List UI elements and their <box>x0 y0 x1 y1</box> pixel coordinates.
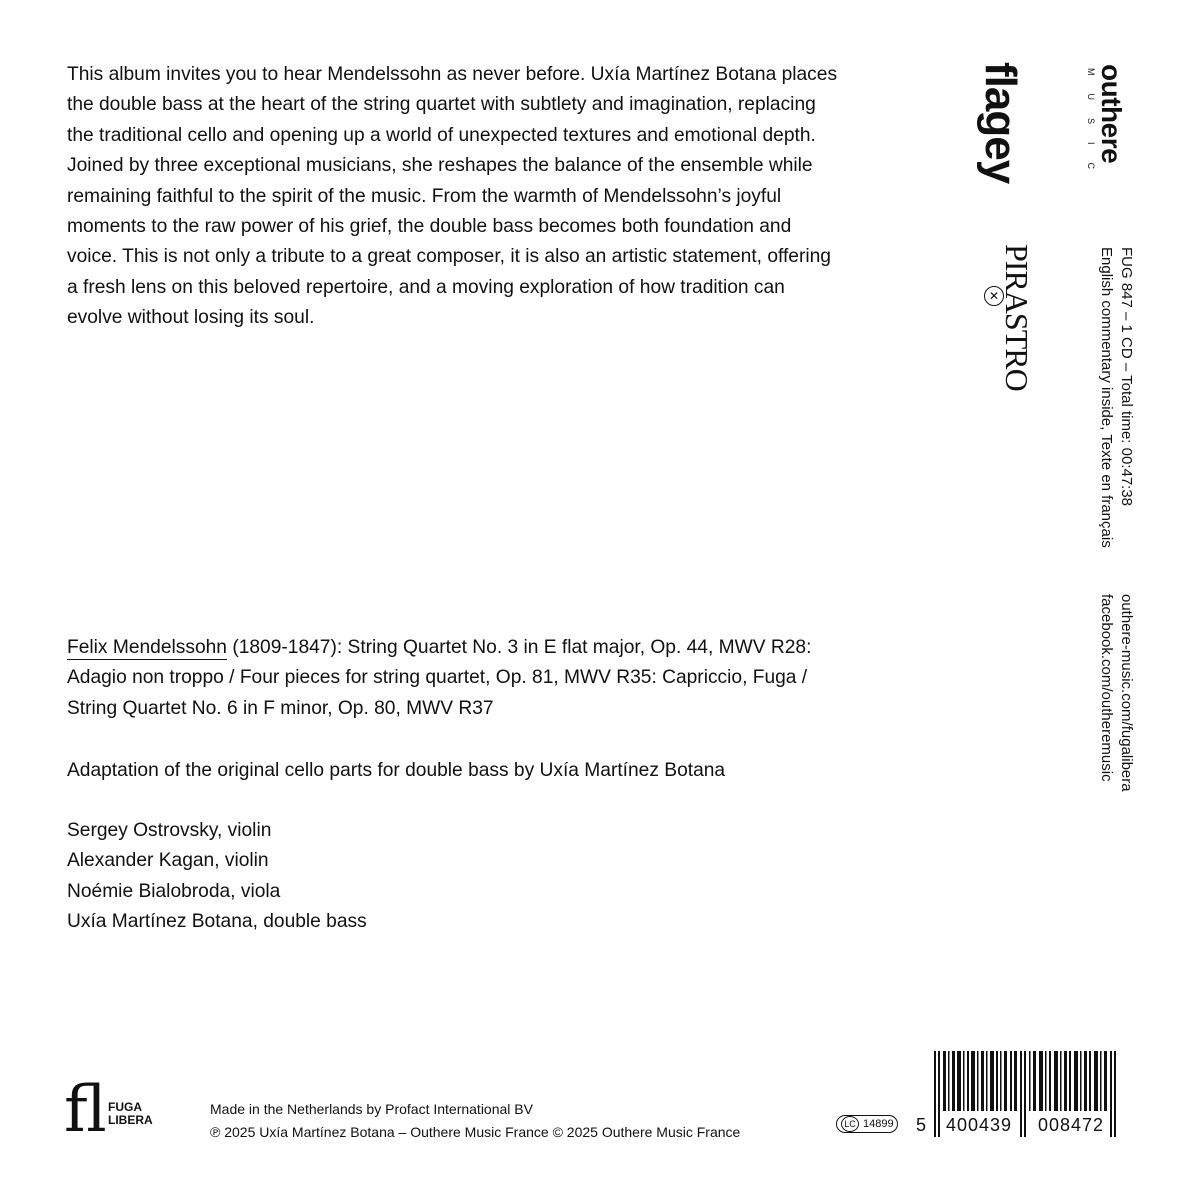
facebook-link: facebook.com/outheremusic <box>1098 594 1115 782</box>
label-code-badge <box>836 1115 898 1133</box>
website-link: outhere-music.com/fugalibera <box>1118 594 1135 792</box>
outhere-logo-sub: MUSIC <box>1086 68 1096 187</box>
barcode-right-digits: 008472 <box>1038 1115 1105 1135</box>
fuga-word: FUGA <box>108 1100 142 1114</box>
label-code-number: 14899 <box>863 1118 894 1130</box>
barcode-left-digits: 400439 <box>946 1115 1013 1135</box>
flagey-logo: flagey <box>976 62 1025 184</box>
performer-item: Alexander Kagan, violin <box>67 850 269 872</box>
label-code-icon: LC <box>841 1116 859 1132</box>
outhere-music-logo <box>1085 64 1125 187</box>
catalog-line: FUG 847 – 1 CD – Total time: 00:47:38 <box>1118 247 1135 507</box>
manufacture-line: Made in the Netherlands by Profact International BV <box>210 1101 533 1117</box>
performer-list <box>67 816 367 938</box>
web-links <box>1096 594 1136 792</box>
performer-item: Noémie Bialobroda, viola <box>67 880 281 902</box>
copyright-line: ℗ 2025 Uxía Martínez Botana – Outhere Music France © 2025 Outhere Music France <box>210 1124 741 1140</box>
works-list: (1809-1847): String Quartet No. 3 in E flat major, Op. 44, MWV R28: Adagio non troppo / Four pieces for string quartet, Op. 81, MWV R35: Capriccio, Fuga / String Quartet No. 6 in F minor, Op. 80, MWV R37 <box>67 637 812 719</box>
performer-item: Uxía Martínez Botana, double bass <box>67 911 367 933</box>
catalog-info <box>1096 247 1136 548</box>
pirastro-logo: PIRASTRO <box>999 244 1035 391</box>
libera-word: LIBERA <box>108 1113 153 1127</box>
composer-name: Felix Mendelssohn <box>67 637 227 658</box>
fuga-libera-wordmark <box>108 1101 153 1127</box>
barcode-first-digit: 5 <box>916 1115 928 1135</box>
program-listing <box>67 633 827 724</box>
adaptation-credit: Adaptation of the original cello parts for double bass by Uxía Martínez Botana <box>67 760 726 781</box>
legal-notice <box>210 1098 740 1144</box>
outhere-logo-word: outhere <box>1096 64 1127 164</box>
pirastro-emblem-icon: ✕ <box>984 286 1004 306</box>
performer-item: Sergey Ostrovsky, violin <box>67 820 272 841</box>
fuga-libera-logo-icon: fl <box>64 1073 107 1147</box>
album-description: This album invites you to hear Mendelssohn as never before. Uxía Martínez Botana places the double bass at the heart of the string quartet with subtlety and imagination, replacing the traditional cello and opening up a world of unexpected textures and emotional depth. Joined by three exceptional musicians, she reshapes the balance of the ensemble while remaining faithful to the spirit of the music. From the warmth of Mendelssohn’s joyful moments to the raw power of his grief, the double bass becomes both foundation and voice. This is not only a tribute to a great composer, it is also an artistic statement, offering a fresh lens on this beloved repertoire, and a moving exploration of how tradition can evolve without losing its soul. <box>67 64 838 329</box>
language-line: English commentary inside, Texte en français <box>1098 247 1115 548</box>
